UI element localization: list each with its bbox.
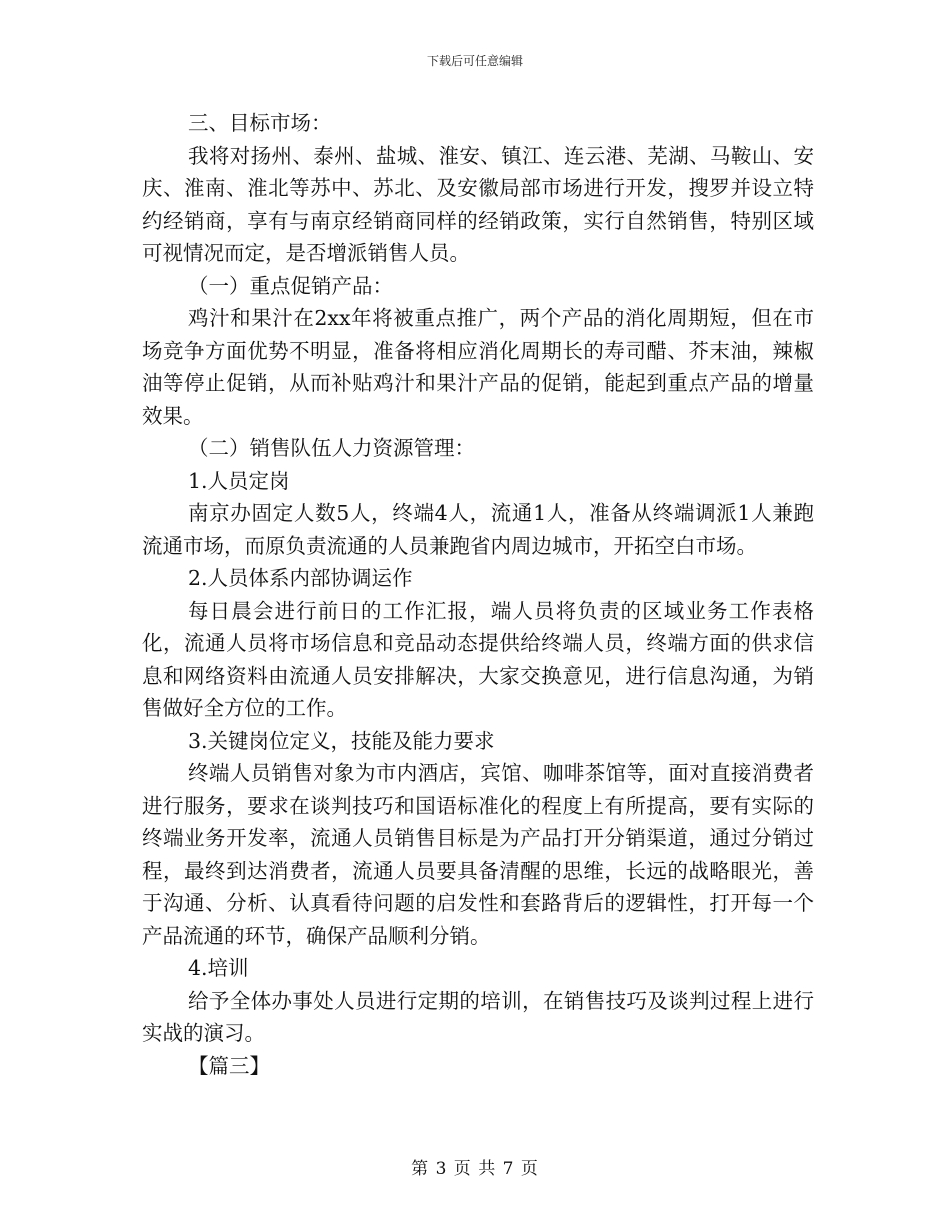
subheading-key-products: （一）重点促销产品： [188, 273, 393, 298]
page-footer: 第 3 页 共 7 页 [411, 1159, 539, 1179]
paragraph-target-market: 我将对扬州、泰州、盐城、淮安、镇江、连云港、芜湖、马鞍山、安庆、淮南、淮北等苏中、苏北、及安徽局部市场进行开发，搜罗并设立特约经销商，享有与南京经销商同样的经销政策，实行自然销售，特别区域可视情况而定，是否增派销售人员。 [142, 143, 814, 265]
paragraph-key-positions: 终端人员销售对象为市内酒店，宾馆、咖啡茶馆等，面对直接消费者进行服务，要求在谈判技巧和国语标准化的程度上有所提高，要有实际的终端业务开发率，流通人员销售目标是为产品打开分销渠道，通过分销过程，最终到达消费者，流通人员要具备清醒的思维，长远的战略眼光，善于沟通、分析、认真看待问题的启发性和套路背后的逻辑性，打开每一个产品流通的环节，确保产品顺利分销。 [142, 761, 814, 948]
paragraph-staffing: 南京办固定人数5人，终端4人，流通1人，准备从终端调派1人兼跑流通市场，而原负责流通的人员兼跑省内周边城市，开拓空白市场。 [142, 501, 814, 558]
subheading-sales-team-hr: （二）销售队伍人力资源管理： [188, 436, 475, 460]
item-heading-coordination: 2.人员体系内部协调运作 [188, 566, 413, 590]
document-body [142, 107, 814, 1082]
section-marker-part-three: 【篇三】 [188, 1053, 270, 1078]
paragraph-key-products: 鸡汁和果汁在2xx年将被重点推广，两个产品的消化周期短，但在市场竞争方面优势不明显，准备将相应消化周期长的寿司醋、芥末油，辣椒油等停止促销，从而补贴鸡汁和果汁产品的促销，能起到重点产品的增量效果。 [142, 306, 814, 428]
item-heading-training: 4.培训 [188, 956, 249, 980]
paragraph-coordination: 每日晨会进行前日的工作汇报，端人员将负责的区域业务工作表格化，流通人员将市场信息和竞品动态提供给终端人员，终端方面的供求信息和网络资料由流通人员安排解决，大家交换意见，进行信息沟通，为销售做好全方位的工作。 [142, 598, 814, 720]
item-heading-staffing: 1.人员定岗 [188, 468, 290, 493]
section-heading-target-market: 三、目标市场： [188, 111, 332, 135]
page-header: 下载后可任意编辑 [426, 54, 523, 68]
paragraph-training: 给予全体办事处人员进行定期的培训，在销售技巧及谈判过程上进行实战的演习。 [142, 988, 814, 1045]
item-heading-key-positions: 3.关键岗位定义，技能及能力要求 [188, 728, 495, 753]
